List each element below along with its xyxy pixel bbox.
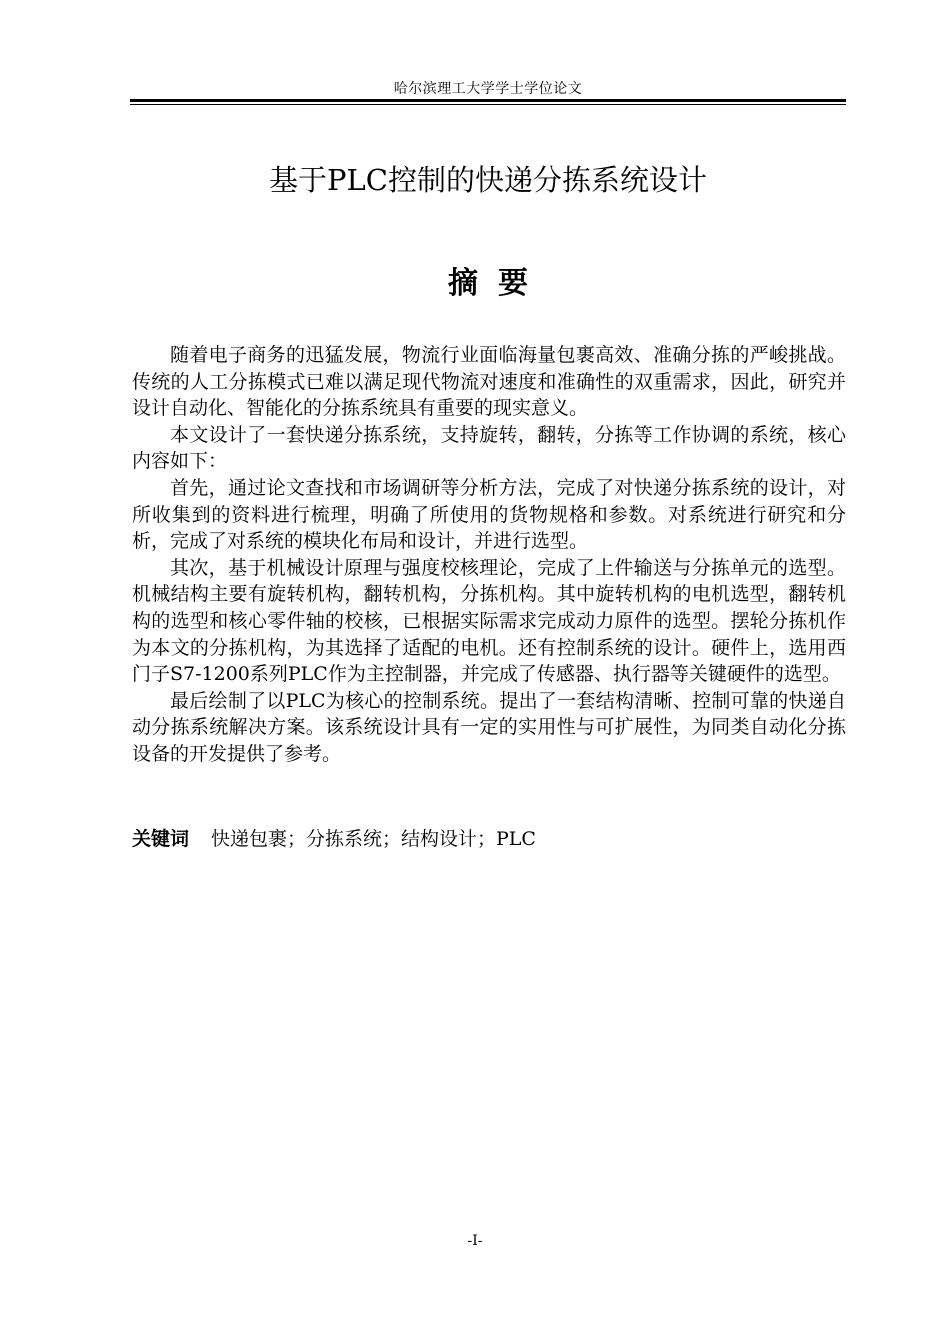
abstract-paragraph: 首先，通过论文查找和市场调研等分析方法，完成了对快递分拣系统的设计，对所收集到的资料进行梳理，明确了所使用的货物规格和参数。对系统进行研究和分析，完成了对系统的模块化布局和设计，并进行选型。 [132, 476, 846, 553]
abstract-heading: 摘要 [448, 266, 548, 301]
header-rule-thick [130, 99, 846, 102]
page-number: -I- [467, 1233, 483, 1249]
header-rule-thin [130, 104, 846, 105]
abstract-body [132, 342, 846, 768]
keywords-value: 快递包裹；分拣系统；结构设计；PLC [211, 828, 536, 850]
abstract-paragraph: 随着电子商务的迅猛发展，物流行业面临海量包裹高效、准确分拣的严峻挑战。传统的人工分拣模式已难以满足现代物流对速度和准确性的双重需求，因此，研究并设计自动化、智能化的分拣系统具有重要的现实意义。 [132, 344, 846, 420]
abstract-paragraph: 最后绘制了以PLC为核心的控制系统。提出了一套结构清晰、控制可靠的快递自动分拣系统解决方案。该系统设计具有一定的实用性与可扩展性，为同类自动化分拣设备的开发提供了参考。 [132, 689, 846, 765]
abstract-paragraph: 本文设计了一套快递分拣系统，支持旋转，翻转，分拣等工作协调的系统，核心内容如下： [132, 423, 846, 473]
thesis-title: 基于PLC控制的快递分拣系统设计 [269, 163, 707, 197]
keywords-label: 关键词 [132, 828, 190, 850]
keywords-line [132, 826, 846, 852]
running-header: 哈尔滨理工大学学士学位论文 [393, 81, 583, 97]
abstract-paragraph: 其次，基于机械设计原理与强度校核理论，完成了上件输送与分拣单元的选型。机械结构主要有旋转机构，翻转机构，分拣机构。其中旋转机构的电机选型，翻转机构的选型和核心零件轴的校核，已根据实际需求完成动力原件的选型。摆轮分拣机作为本文的分拣机构，为其选择了适配的电机。还有控制系统的设计。硬件上，选用西门子S7-1200系列PLC作为主控制器，并完成了传感器、执行器等关键硬件的选型。 [132, 556, 846, 686]
